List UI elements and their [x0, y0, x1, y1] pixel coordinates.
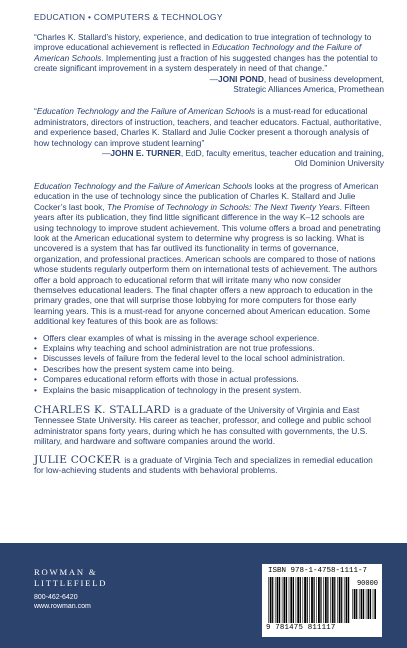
list-item	[34, 374, 384, 384]
publisher-website: www.rowman.com	[34, 603, 91, 610]
attribution-dash: —	[209, 73, 218, 84]
list-item	[34, 343, 384, 353]
isbn-label: ISBN 978-1-4758-1111-7	[268, 567, 368, 575]
book-title: Education Technology and the Failure of American Schools	[34, 180, 253, 191]
endorser-name: JOHN E. TURNER	[110, 148, 181, 159]
list-item	[34, 385, 384, 395]
publisher-block	[34, 567, 107, 610]
endorsement-1-quote	[34, 32, 384, 74]
barcode-panel	[262, 564, 382, 637]
feature-text: Discusses levels of failure from the federal level to the local school administration.	[43, 353, 345, 364]
list-item	[34, 364, 384, 374]
description-text: looks at the progress of American education in the use of technology since the publication of Charles K. Stallard and Julie Cocker’s last book,	[34, 180, 379, 212]
list-item	[34, 353, 384, 363]
bullet-icon: •	[34, 353, 37, 364]
feature-text: Offers clear examples of what is missing in the average school experience.	[43, 332, 320, 343]
book-title: Education Technology and the Failure of American Schools	[36, 106, 256, 117]
bullet-icon: •	[34, 332, 37, 343]
cover-footer	[0, 543, 407, 648]
isbn-barcode-icon	[268, 577, 350, 623]
category-label: EDUCATION • COMPUTERS & TECHNOLOGY	[34, 12, 223, 22]
endorsement-2-attribution	[34, 148, 384, 169]
endorsement-2	[34, 106, 384, 168]
quote-text: . Implementing just a fraction of his suggested changes has the potential to create significant improvement in a system desperately in need of that change.”	[34, 52, 378, 74]
endorsement-1-attribution	[34, 74, 384, 95]
endorsement-2-quote	[34, 106, 384, 148]
author-bio-text: is a graduate of the University of Virginia and East Tennessee State University. His career as teacher, professor, and college and public school administrator spans forty years, during which he has consulted with governments, the U.S. military, and hardware and software companies around the world.	[34, 405, 372, 447]
list-item	[34, 333, 384, 343]
publisher-phone: 800-462-6420	[34, 594, 78, 601]
endorser-title: , head of business development,	[263, 73, 384, 84]
endorsement-1	[34, 32, 384, 94]
barcode-digits: 9 781475 811117	[266, 624, 336, 632]
price-code: 90000	[356, 580, 378, 588]
back-cover-content	[34, 12, 384, 483]
bullet-icon: •	[34, 363, 37, 374]
endorser-affiliation: Old Dominion University	[294, 158, 384, 169]
author-bio-cocker	[34, 455, 384, 476]
author-bio-stallard	[34, 405, 384, 447]
publisher-logo-line1: ROWMAN &	[34, 567, 98, 577]
quote-text: is a must-read for educational administrators, directors of instruction, teachers, and teacher educators. Factual, authoritative, and experience based, Charles K. Stallard and Julie Cocker present a thorough analysis of how technology can improve student learning”	[34, 106, 382, 148]
author-name: JULIE COCKER	[34, 453, 121, 466]
author-name: CHARLES K. STALLARD	[34, 404, 171, 416]
endorser-name: JONI POND	[217, 73, 264, 84]
endorser-title: , EdD, faculty emeritus, teacher education and training,	[180, 148, 384, 159]
feature-text: Describes how the present system came into being.	[43, 363, 235, 374]
price-barcode-icon	[352, 589, 376, 619]
feature-text: Compares educational reform efforts with those in actual professions.	[43, 374, 299, 385]
bullet-icon: •	[34, 384, 37, 395]
quote-open: “	[34, 106, 37, 117]
book-title: Education Technology and the Failure of American Schools	[34, 42, 362, 63]
previous-book-title: The Promise of Technology in Schools: The Next Twenty Years	[106, 201, 340, 212]
book-description	[34, 181, 384, 327]
feature-text: Explains why teaching and school administration are not true professions.	[43, 342, 315, 353]
feature-text: Explains the basic misapplication of technology in the present system.	[43, 384, 302, 395]
publisher-logo-line2: LITTLEFIELD	[34, 578, 108, 588]
description-text: . Fifteen years after its publication, they find little significant difference in the way K–12 schools are using technology to improve student achievement. This volume offers a broad and penetrating look at the American educational system to determine why progress is so lacking. What is uncovered is a system that has far outlived its functionality in terms of governance, organization, and professional practices. American schools are compared to those of nations whose students regularly outperform them on international tests of achievement. The authors offer a bold approach to educational reform that will irritate many who now consider themselves educational leaders. The final chapter offers a new approach to education in the primary grades, one that will surprise those lobbying for more computers for those early learning years. This is a must-read for anyone concerned about American education. Some additional key features of this book are as follows:	[34, 201, 381, 327]
bullet-icon: •	[34, 374, 37, 385]
bullet-icon: •	[34, 342, 37, 353]
endorser-affiliation: Strategic Alliances America, Promethean	[233, 84, 384, 95]
key-features-list	[34, 333, 384, 395]
attribution-dash: —	[102, 148, 111, 159]
quote-text: “Charles K. Stallard’s history, experience, and dedication to true integration of technology to improve educational achievement is reflected in	[34, 32, 372, 53]
author-bio-text: is a graduate of Virginia Tech and specializes in remedial education for low-achieving students and students with behavioral problems.	[34, 454, 373, 476]
